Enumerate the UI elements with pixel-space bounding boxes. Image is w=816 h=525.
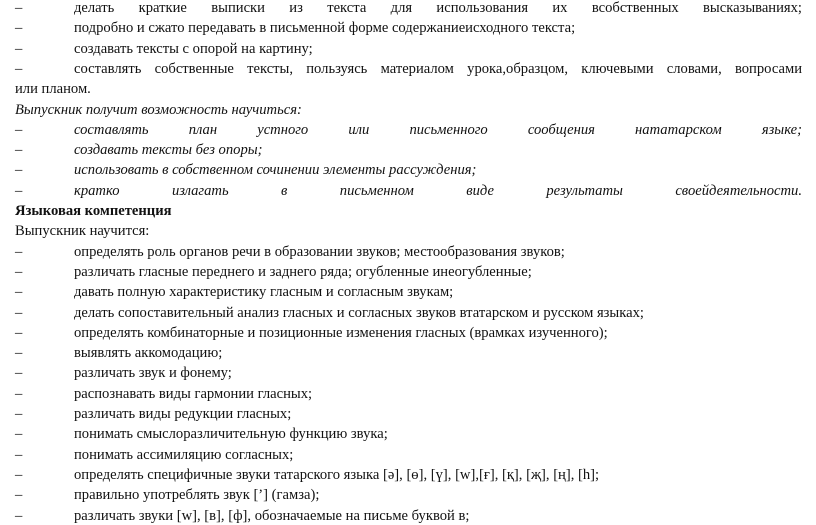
list-dash: – (15, 20, 23, 37)
list-item-text: определять специфичные звуки татарского языка [ә], [ө], [ү], [w],[ғ], [қ], [җ], [ң], [һ]; (74, 466, 600, 483)
opportunity-heading: Выпускник получит возможность научиться: (15, 101, 302, 118)
list-item-text: делать краткие выписки из текста для использования их всобственных высказываниях; (74, 0, 802, 16)
list-item-text: давать полную характеристику гласным и согласным звукам; (74, 284, 454, 301)
section-heading: Языковая компетенция (15, 203, 172, 219)
list-dash: – (15, 426, 23, 443)
list-dash: – (15, 385, 23, 402)
list-item-text: кратко излагать в письменном виде результаты своейдеятельности. (74, 182, 802, 199)
list-dash: – (15, 0, 23, 16)
list-item-text: подробно и сжато передавать в письменной форме содержаниеисходного текста; (74, 20, 576, 37)
list-dash: – (15, 243, 23, 260)
list-item-text: различать звук и фонему; (74, 365, 232, 382)
list-dash: – (15, 365, 23, 382)
list-item-text: создавать тексты без опоры; (74, 142, 263, 159)
list-dash: – (15, 507, 23, 524)
list-item-text: составлять собственные тексты, пользуясь материалом урока,образцом, ключевыми словами, вопросами (74, 60, 802, 77)
list-item-text: различать звуки [w], [в], [ф], обозначаемые на письме буквой в; (74, 507, 470, 524)
list-dash: – (15, 345, 23, 362)
list-dash: – (15, 284, 23, 301)
list-item-text: делать сопоставительный анализ гласных и согласных звуков втатарском и русском языках; (74, 304, 644, 321)
list-dash: – (15, 40, 23, 57)
list-item-text: выявлять аккомодацию; (74, 345, 223, 362)
list-item-text: распознавать виды гармонии гласных; (74, 385, 313, 402)
list-item-text: определять роль органов речи в образовании звуков; местообразования звуков; (74, 243, 565, 260)
list-item-text: правильно употреблять звук [’] (гамза); (74, 487, 320, 504)
list-dash: – (15, 142, 23, 159)
list-item-text: определять комбинаторные и позиционные изменения гласных (врамках изученного); (74, 324, 608, 341)
list-dash: – (15, 487, 23, 504)
list-item-text: создавать тексты с опорой на картину; (74, 40, 313, 57)
list-dash: – (15, 60, 23, 77)
list-dash: – (15, 182, 23, 199)
learn-heading: Выпускник научится: (15, 223, 150, 240)
list-dash: – (15, 304, 23, 321)
list-dash: – (15, 406, 23, 422)
list-item-text: различать виды редукции гласных; (74, 406, 292, 422)
list-item-text: понимать смыслоразличительную функцию звука; (74, 426, 388, 443)
list-dash: – (15, 162, 23, 179)
list-item-continuation: или планом. (15, 81, 91, 98)
list-dash: – (15, 121, 23, 138)
list-item-text: различать гласные переднего и заднего ряда; огубленные инеогубленные; (74, 263, 532, 280)
list-item-text: составлять план устного или письменного сообщения нататарском языке; (74, 121, 802, 138)
list-item-text: понимать ассимиляцию согласных; (74, 446, 294, 463)
list-dash: – (15, 324, 23, 341)
list-dash: – (15, 466, 23, 483)
list-item-text: использовать в собственном сочинении элементы рассуждения; (74, 162, 477, 179)
list-dash: – (15, 263, 23, 280)
list-dash: – (15, 446, 23, 463)
